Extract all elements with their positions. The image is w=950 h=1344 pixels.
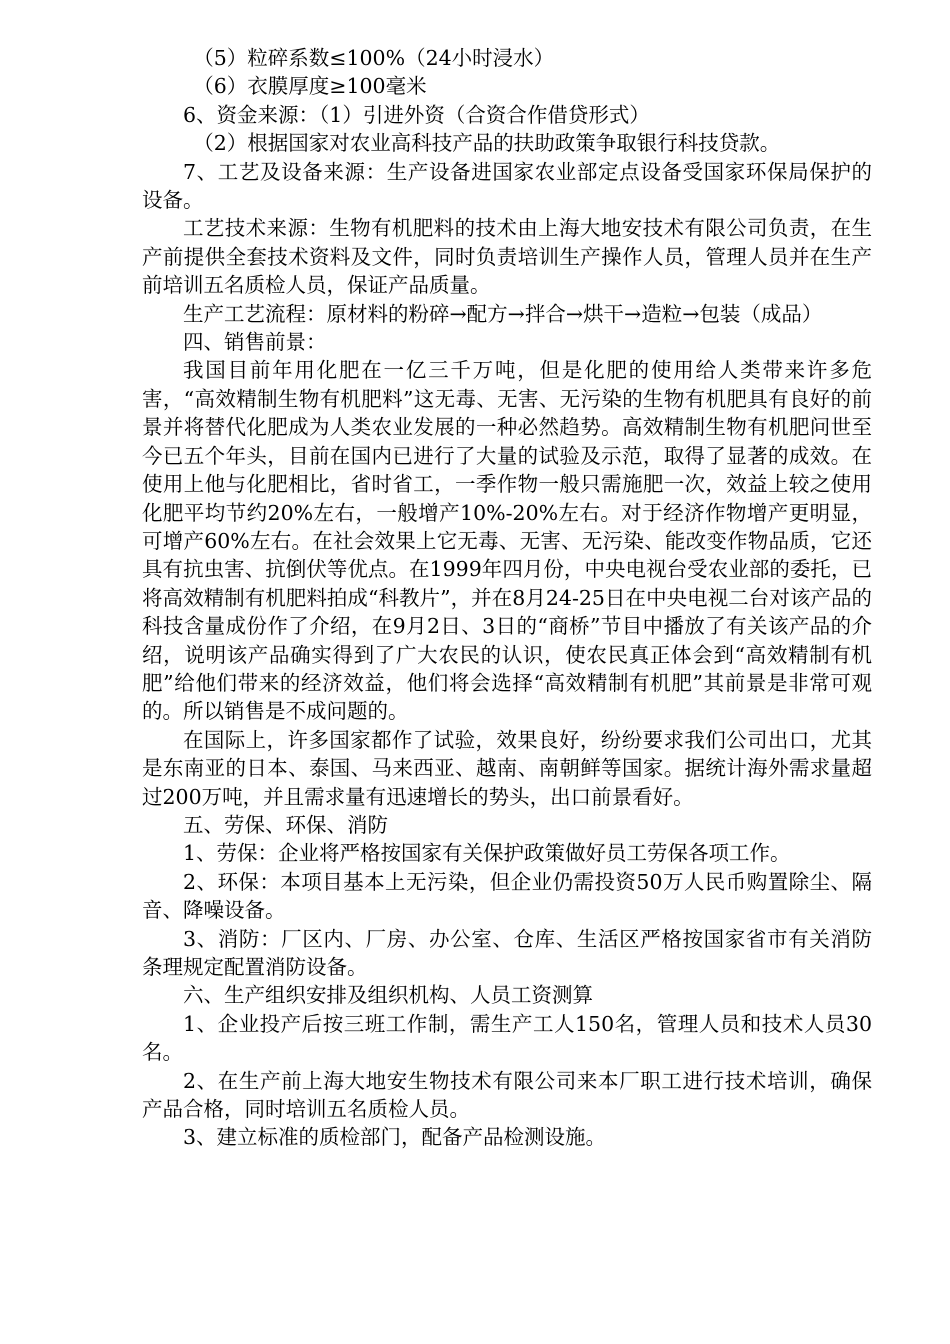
document-page [142, 44, 872, 1152]
paragraph-funding-source-2: （2）根据国家对农业高科技产品的扶助政策争取银行科技贷款。 [193, 131, 781, 156]
paragraph-environmental-protection: 2、环保：本项目基本上无污染，但企业仍需投资50万人民币购置除尘、隔音、降噪设备。 [142, 869, 872, 923]
section-heading-safety: 五、劳保、环保、消防 [183, 812, 388, 837]
paragraph-fire-protection: 3、消防：厂区内、厂房、办公室、仓库、生活区严格按国家省市有关消防条理规定配置消防设备。 [142, 926, 872, 979]
paragraph-quality-department: 3、建立标准的质检部门，配备产品检测设施。 [183, 1125, 607, 1150]
paragraph-coating-breakage: （5）粒碎系数≤100%（24小时浸水） [193, 46, 555, 70]
paragraph-process-flow: 生产工艺流程：原材料的粉碎→配方→拌合→烘干→造粒→包装（成品） [183, 301, 823, 326]
paragraph-sales-international: 在国际上，许多国家都作了试验，效果良好，纷纷要求我们公司出口，尤其是东南亚的日本、泰国、马来西亚、越南、南朝鲜等国家。据统计海外需求量超过200万吨，并且需求量有迅速增长的势头，出口前景看好。 [142, 727, 872, 809]
paragraph-sales-domestic: 我国目前年用化肥在一亿三千万吨，但是化肥的使用给人类带来许多危害，“高效精制生物有机肥料”这无毒、无害、无污染的生物有机肥具有良好的前景并将替代化肥成为人类农业发展的一种必然趋势。高效精制生物有机肥问世至今已五个年头，目前在国内已进行了大量的试验及示范，取得了显著的成效。在使用上他与化肥相比，省时省工，一季作物一般只需施肥一次，效益上较之使用化肥平均节约20%左右，一般增产10%-20%左右。对于经济作物增产更明显，可增产60%左右。在社会效果上它无毒、无害、无污染、能改变作物品质，它还具有抗虫害、抗倒伏等优点。在1999年四月份，中央电视台受农业部的委托，已将高效精制有机肥料拍成“科教片”，并在8月24-25日在中央电视二台对该产品的科技含量成份作了介绍，在9月2日、3日的“商桥”节目中播放了有关该产品的介绍，说明该产品确实得到了广大农民的认识，使农民真正体会到“高效精制有机肥”给他们带来的经济效益，他们将会选择“高效精制有机肥”其前景是非常可观的。所以销售是不成问题的。 [142, 358, 872, 724]
section-heading-organization: 六、生产组织安排及组织机构、人员工资测算 [183, 983, 593, 1008]
paragraph-coating-thickness: （6）衣膜厚度≥100毫米 [193, 74, 427, 99]
paragraph-staffing: 1、企业投产后按三班工作制，需生产工人150名，管理人员和技术人员30名。 [142, 1011, 872, 1065]
paragraph-equipment-source: 7、工艺及设备来源：生产设备进国家农业部定点设备受国家环保局保护的设备。 [142, 159, 872, 213]
paragraph-training: 2、在生产前上海大地安生物技术有限公司来本厂职工进行技术培训，确保产品合格，同时培训五名质检人员。 [142, 1068, 872, 1122]
paragraph-technology-source: 工艺技术来源：生物有机肥料的技术由上海大地安技术有限公司负责，在生产前提供全套技术资料及文件，同时负责培训生产操作人员，管理人员并在生产前培训五名质检人员，保证产品质量。 [142, 216, 872, 298]
section-heading-sales: 四、销售前景： [183, 330, 327, 355]
paragraph-labor-protection: 1、劳保：企业将严格按国家有关保护政策做好员工劳保各项工作。 [183, 841, 791, 866]
paragraph-funding-source-1: 6、资金来源：（1）引进外资（合资合作借贷形式） [183, 102, 650, 127]
